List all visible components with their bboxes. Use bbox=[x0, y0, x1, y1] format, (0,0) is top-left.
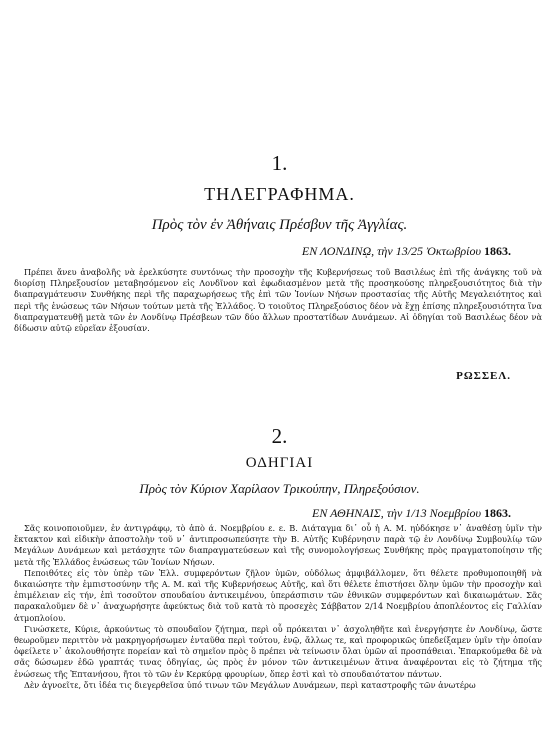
dateline bbox=[312, 506, 511, 520]
signature: ΡΩΣΣΕΛ. bbox=[456, 370, 511, 382]
instructions-body bbox=[14, 523, 542, 691]
telegram-body bbox=[14, 267, 542, 334]
dateline-place: ΕΝ ΑΘΗΝΑΙΣ, bbox=[312, 506, 384, 520]
section-number: 2. bbox=[271, 424, 288, 448]
section-subtitle: Πρὸς τὸν ἐν Ἀθήναις Πρέσβυν τῆς Ἀγγλίας. bbox=[151, 217, 408, 233]
dateline bbox=[302, 244, 511, 258]
dateline-place: ΕΝ ΛΟΝΔΙΝῼ, bbox=[301, 244, 375, 258]
dateline-year: 1863. bbox=[484, 244, 511, 258]
section-title: ΟΔΗΓΙΑΙ bbox=[245, 455, 314, 471]
body-paragraph: Σᾶς κοινοποιοῦμεν, ἐν ἀντιγράφῳ, τὸ ἀπὸ ά. Νοεμβρίου ε. ε. Β. Διάταγμα δι᾽ οὗ ἡ Α. Μ. ηὐδόκησε ν᾽ ἀναθέσῃ ὑμῖν τὴν ἔκτακτον καὶ εἰδικὴν ἀποστολὴν τοῦ ν᾽ ἀντιπροσωπεύσητε τὴν Β. Αὐτῆς Κυβέρνησιν παρὰ τῷ ἐν Λονδίνῳ Συμβουλίῳ τῶν Μεγάλων Δυνάμεων καὶ μετάσχητε τῶν διαπραγματεύσεων καὶ τῆς συνομολογήσεως Συνθήκης πρὸς πραγματοποίησιν τῆς μετὰ τῆς Ἑλλάδος ἑνώσεως τῶν Ἰονίων Νήσων. bbox=[14, 523, 542, 567]
body-paragraph: Πρέπει ἄνευ ἀναβολῆς νὰ ἐρελκύσητε συντόνως τὴν προσοχὴν τῆς Κυβερνήσεως τοῦ Βασιλέως ἐπὶ τῆς ἀνάγκης τοῦ νὰ διορίσῃ Πληρεξουσίον μεταβησόμενον εἰς Λονδῖνον καὶ ἐφωδιασμένον μετὰ τῆς προσηκούσης πληρεξουσιότητος διὰ τὴν διαπραγμάτευσιν Συνθήκης περὶ τῆς παραχωρήσεως τῆς ἐπὶ τῶν Ἰονίων Νήσων προστασίας τῆς Αὐτῆς Μεγαλειότητος καὶ περὶ τῆς ἑνώσεως τῶν Νήσων τούτων μετὰ τῆς Ἑλλάδος. Ὁ τοιοῦτος Πληρεξούσιος δέον νὰ ἔχῃ ἐπίσης πληρεξουσιότητα ἵνα διαπραγματευθῇ μετὰ τῶν ἐν Λονδίνῳ Πρέσβεων τῶν δύο ἄλλων προστατίδων Δυνάμεων. Αἱ ὁδηγίαι τοῦ Βασιλέως δέον νὰ δίδωσιν αὐτῷ εὐρεῖαν ἐξουσίαν. bbox=[14, 267, 542, 334]
section-title: ΤΗΛΕΓΡΑΦΗΜΑ. bbox=[204, 184, 355, 204]
body-paragraph: Γινώσκετε, Κύριε, ἀρκούντως τὸ σπουδαῖον ζήτημα, περὶ οὗ πρόκειται ν᾽ ἀσχοληθῆτε καὶ ἐνεργήσητε ἐν Λονδίνῳ, ὥστε θεωροῦμεν περιττὸν νὰ μακρηγορήσωμεν ἐνταῦθα περὶ τούτου, ἐνῷ, ἄλλως τε, καὶ προφορικῶς ὑπεδείξαμεν ὑμῖν τὴν ὁποίαν ὀφείλετε ν᾽ ἀκολουθήσητε πορείαν καὶ τὸ σημεῖον πρὸς ὃ πρέπει νὰ τείνωσιν ὅλαι ὑμῶν αἱ προσπάθειαι. Ἐπαρκούμεθα δὲ νὰ σᾶς δώσωμεν ἐδῶ γραπτάς τινας ὁδηγίας, ὡς πρὸς ἐν μόνον τῶν ἀντικειμένων ἅτινα ἀναφέρονται εἰς τὸ ζήτημα τῆς ἑνώσεως τῆς Ἑπτανήσου, ἤτοι τὸ τῶν ἐν Κερκύρᾳ φρουρίων, ὅπερ ἐστὶ καὶ τὸ σπουδαιότατον πάντων. bbox=[14, 623, 542, 679]
dateline-year: 1863. bbox=[484, 506, 511, 520]
dateline-day: τὴν 1/13 Νοεμβρίου bbox=[386, 506, 481, 520]
body-paragraph: Δὲν ἀγνοεῖτε, ὅτι ἰδέα τις διεγερθεῖσα ὑπό τινων τῶν Μεγάλων Δυνάμεων, περὶ καταστροφῆς τῶν ἀνωτέρω bbox=[24, 679, 476, 690]
section-number: 1. bbox=[271, 151, 288, 175]
body-paragraph: Πεποιθότες εἰς τὸν ὑπὲρ τῶν Ἑλλ. συμφερόντων ζῆλον ὑμῶν, οὐδόλως ἀμφιβάλλομεν, ὅτι θέλετε προθυμοποιηθῆ νὰ δικαιώσητε τὴν ἐμπιστοσύνην τῆς Α. Μ. καὶ τῆς Κυβερνήσεως Αὐτῆς, καὶ ὅτι θέλετε ἐπιστήσει ὅλην ὑμῶν τὴν προσοχὴν καὶ ἐπιμέλειαν εἰς τήν, ἐπὶ τοσοῦτον σπουδαίου ἀντικειμένου, ὑπεράσπισιν τῶν ἐθνικῶν συμφερόντων καὶ δικαιωμάτων. Σᾶς παρακαλοῦμεν δὲ ν᾽ ἀναχωρήσητε ἀφεύκτως διὰ τοῦ κατὰ τὸ προσεχὲς Σάββατον 2/14 Νοεμβρίου ἀποπλέοντος εἰς Γαλλίαν ἀτμοπλοίου. bbox=[14, 567, 542, 623]
dateline-day: τὴν 13/25 Ὀκτωβρίου bbox=[377, 244, 481, 258]
section-subtitle: Πρὸς τὸν Κύριον Χαρίλαον Τρικούπην, Πληρεξούσιον. bbox=[139, 481, 420, 496]
